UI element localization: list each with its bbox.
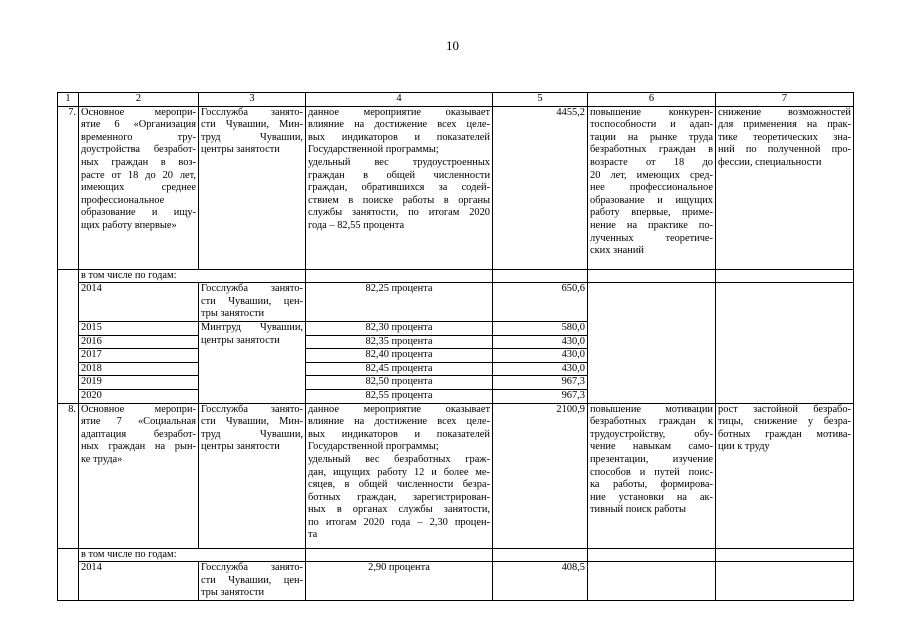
by-years-label: в том числе по годам:	[79, 269, 306, 283]
text-line: ка работы, формирова-	[590, 479, 713, 491]
text-line: Основное меропри-	[81, 106, 196, 118]
row-number: 8.	[58, 403, 79, 548]
text-line: трудоустройству, обу-	[590, 428, 713, 440]
text-line: ботных граждан, зарегистрирован-	[308, 491, 490, 503]
executor-cell	[199, 106, 306, 269]
risk-cell	[716, 106, 854, 269]
column-number: 6	[588, 93, 716, 107]
by-years-label-row	[58, 548, 854, 562]
executor-cell	[199, 403, 306, 548]
by-years-label-row	[58, 269, 854, 283]
year-cell: 2014	[79, 562, 199, 601]
text-line: дан, ищущих работу 12 и более ме-	[308, 466, 490, 478]
text-line: сти Чувашии, Мин-	[201, 119, 303, 131]
text-line: Госслужба занято-	[201, 283, 303, 295]
indicator-value: 82,35 процента	[306, 335, 493, 349]
by-years-label: в том числе по годам:	[79, 548, 306, 562]
text-line: ции к труду	[718, 441, 770, 453]
text-line: тоспособности и адап-	[590, 119, 713, 131]
amount-cell: 2100,9	[493, 403, 588, 548]
text-line: года – 82,55 процента	[308, 219, 405, 231]
amount-cell: 430,0	[493, 362, 588, 376]
column-number: 3	[199, 93, 306, 107]
text-line: щих работу впервые»	[81, 219, 177, 231]
amount-cell: 650,6	[493, 283, 588, 322]
text-line: возрасте от 18 до	[590, 156, 713, 168]
row-number: 7.	[58, 106, 79, 269]
text-line: влияние на достижение всех целе-	[308, 119, 490, 131]
risk-cell	[716, 403, 854, 548]
text-line: ских знаний	[590, 245, 644, 257]
year-cell: 2018	[79, 362, 199, 376]
executor-cell	[199, 562, 306, 601]
column-number: 1	[58, 93, 79, 107]
text-line: доустройства безработ-	[81, 144, 196, 156]
text-line: сяцев, в общей численности безра-	[308, 479, 490, 491]
indicator-value: 82,25 процента	[306, 283, 493, 322]
text-line: Минтруд Чувашии,	[201, 321, 303, 333]
text-line: образование и ищу-	[81, 207, 196, 219]
amount-cell: 430,0	[493, 335, 588, 349]
activity-cell	[79, 106, 199, 269]
year-cell: 2015	[79, 321, 199, 335]
text-line: ных граждан на рын-	[81, 441, 196, 453]
amount-cell: 408,5	[493, 562, 588, 601]
year-cell: 2017	[79, 349, 199, 363]
text-line: центры занятости	[201, 144, 280, 156]
text-line: 20 лет, имеющих сред-	[590, 169, 713, 181]
column-number: 4	[306, 93, 493, 107]
text-line: влияние на достижение всех целе-	[308, 416, 490, 428]
amount-cell: 4455,2	[493, 106, 588, 269]
page-number: 10	[446, 38, 459, 53]
text-line: Государственной программы;	[308, 144, 439, 156]
text-line: удельный вес безработных граж-	[308, 453, 490, 465]
text-line: вых индикаторов и показателей	[308, 131, 490, 143]
result-cell	[588, 403, 716, 548]
text-line: удельный вес трудоустроенных	[308, 156, 490, 168]
text-line: чение навыкам само-	[590, 441, 713, 453]
text-line: рост застойной безрабо-	[718, 403, 851, 415]
text-line: профессиональное	[81, 194, 165, 206]
text-line: сти Чувашии, Мин-	[201, 416, 303, 428]
text-line: тивный поиск работы	[590, 504, 686, 516]
year-cell: 2019	[79, 376, 199, 390]
text-line: центры занятости	[201, 441, 280, 453]
text-line: данное мероприятие оказывает	[308, 403, 490, 415]
text-line: Основное меропри-	[81, 403, 196, 415]
amount-cell: 580,0	[493, 321, 588, 335]
executor-cell	[199, 321, 306, 403]
text-line: ятие 7 «Социальная	[81, 416, 196, 428]
text-line: тры занятости	[201, 587, 265, 599]
text-line: расте от 18 до 20 лет,	[81, 169, 196, 181]
text-line: повышение мотивации	[590, 403, 713, 415]
text-line: лученных теоретиче-	[590, 232, 713, 244]
text-line: способов и путей поис-	[590, 466, 713, 478]
indicator-cell	[306, 106, 493, 269]
text-line: безработных граждан к	[590, 416, 713, 428]
table-row-activity-7	[58, 106, 854, 269]
result-cell	[588, 106, 716, 269]
column-number: 7	[716, 93, 854, 107]
year-cell: 2016	[79, 335, 199, 349]
amount-cell: 967,3	[493, 389, 588, 403]
text-line: безработных граждан в	[590, 144, 713, 156]
amount-cell: 430,0	[493, 349, 588, 363]
text-line: тации на рынке труда	[590, 131, 713, 143]
activity-cell	[79, 403, 199, 548]
text-line: адаптация безработ-	[81, 428, 196, 440]
text-line: образование и ищущих	[590, 194, 713, 206]
indicator-value: 82,40 процента	[306, 349, 493, 363]
text-line: тицы, снижение у безра-	[718, 416, 851, 428]
column-number: 2	[79, 93, 199, 107]
text-line: Государственной программы;	[308, 441, 439, 453]
text-line: сти Чувашии, цен-	[201, 574, 303, 586]
text-line: ствием в поиске работы в органы	[308, 194, 490, 206]
text-line: вых индикаторов и показателей	[308, 428, 490, 440]
text-line: Госслужба занято-	[201, 562, 303, 574]
indicator-value: 82,30 процента	[306, 321, 493, 335]
text-line: Госслужба занято-	[201, 106, 303, 118]
text-line: для применения на прак-	[718, 119, 851, 131]
text-line: сти Чувашии, цен-	[201, 295, 303, 307]
text-line: по итогам 2020 года – 2,30 процен-	[308, 516, 490, 528]
indicator-cell	[306, 403, 493, 548]
text-line: труд Чувашии,	[201, 131, 303, 143]
year-cell: 2014	[79, 283, 199, 322]
text-line: труд Чувашии,	[201, 428, 303, 440]
text-line: ятие 6 «Организация	[81, 119, 196, 131]
year-row-2014	[58, 283, 854, 322]
text-line: та	[308, 529, 318, 541]
program-activities-table	[57, 92, 854, 601]
text-line: повышение конкурен-	[590, 106, 713, 118]
text-line: Госслужба занято-	[201, 403, 303, 415]
text-line: тры занятости	[201, 308, 265, 320]
text-line: ных в органах службы занятости,	[308, 504, 490, 516]
text-line: данное мероприятие оказывает	[308, 106, 490, 118]
risk-cell-empty	[716, 283, 854, 403]
text-line: имеющих среднее	[81, 182, 196, 194]
text-line: ний по полученной про-	[718, 144, 851, 156]
text-line: ние установки на ак-	[590, 491, 713, 503]
column-number: 5	[493, 93, 588, 107]
text-line: нее профессиональное	[590, 182, 713, 194]
text-line: фессии, специальности	[718, 156, 822, 168]
text-line: граждан в общей численности	[308, 169, 490, 181]
column-number-row	[58, 93, 854, 107]
text-line: работу впервые, приме-	[590, 207, 713, 219]
year-row-2014	[58, 562, 854, 601]
text-line: ботных граждан мотива-	[718, 428, 851, 440]
indicator-value: 82,50 процента	[306, 376, 493, 390]
indicator-value: 82,45 процента	[306, 362, 493, 376]
text-line: снижение возможностей	[718, 106, 851, 118]
amount-cell: 967,3	[493, 376, 588, 390]
text-line: ных граждан в воз-	[81, 156, 196, 168]
executor-cell	[199, 283, 306, 322]
text-line: временного тру-	[81, 131, 196, 143]
text-line: граждан, обратившихся за содей-	[308, 182, 490, 194]
text-line: тике теоретических зна-	[718, 131, 851, 143]
result-cell-empty	[588, 283, 716, 403]
text-line: презентации, изучение	[590, 453, 713, 465]
table-row-activity-8	[58, 403, 854, 548]
text-line: ке труда»	[81, 453, 123, 465]
text-line: службы занятости, по итогам 2020	[308, 207, 490, 219]
year-cell: 2020	[79, 389, 199, 403]
text-line: нение на практике по-	[590, 219, 713, 231]
indicator-value: 82,55 процента	[306, 389, 493, 403]
indicator-value: 2,90 процента	[306, 562, 493, 601]
text-line: центры занятости	[201, 334, 280, 346]
